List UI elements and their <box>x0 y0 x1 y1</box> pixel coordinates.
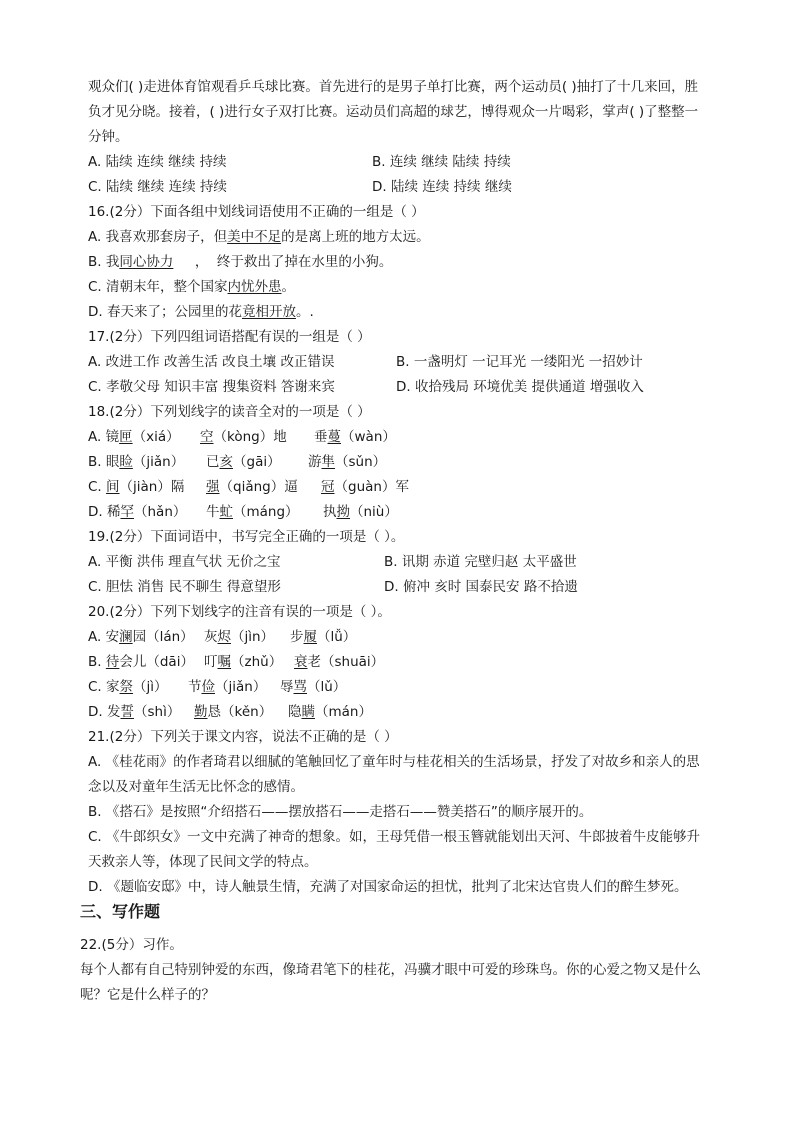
text: 步 <box>290 629 304 645</box>
pinyin-item <box>88 653 194 671</box>
q15-option-c[interactable]: C. 陆续 继续 连续 持续 <box>88 179 227 195</box>
q15-option-b[interactable]: B. 连续 继续 陆续 持续 <box>372 154 511 170</box>
pinyin: （guàn）军 <box>334 479 409 495</box>
underlined-char: 澜 <box>119 629 133 645</box>
pinyin-item <box>206 503 299 521</box>
pinyin: 恳（kěn） <box>207 704 273 720</box>
underlined-char: 冠 <box>321 479 335 495</box>
underlined-word: 内忧外患 <box>227 279 282 295</box>
pinyin: （xiá） <box>132 429 180 445</box>
pinyin: （lǔ） <box>307 679 347 695</box>
pinyin: （jiàn）隔 <box>119 479 185 495</box>
option-text: 。. <box>295 304 314 320</box>
underlined-char: 待 <box>105 654 120 670</box>
pinyin-item <box>88 478 184 496</box>
q22-title: 22.(5分）习作。 <box>80 937 183 953</box>
q19-title: 19.(2分）下面词语中，书写完全正确的一项是（ ）。 <box>88 529 405 545</box>
underlined-word: 同心协力 <box>119 254 174 270</box>
q19-option-d[interactable]: D. 俯冲 亥时 国泰民安 路不拾遗 <box>384 579 578 595</box>
pinyin: （qiǎng）逼 <box>219 479 298 495</box>
underlined-char: 俭 <box>201 679 215 695</box>
q15-option-a[interactable]: A. 陆续 连续 继续 持续 <box>88 154 227 170</box>
q15-stem-line-3: 分钟。 <box>88 129 129 145</box>
underlined-word: 竟相开放 <box>241 304 296 320</box>
text: 辱 <box>280 679 294 695</box>
underlined-char: 亥 <box>219 454 233 470</box>
q16-option-d[interactable] <box>88 303 314 321</box>
q21-option-c-line-2[interactable]: 天救亲人等，体现了民间文学的特点。 <box>88 854 318 870</box>
pinyin: （kòng）地 <box>213 429 287 445</box>
pinyin: （wàn） <box>341 429 396 445</box>
q15-option-d[interactable]: D. 陆续 连续 持续 继续 <box>372 179 512 195</box>
pinyin: （zhǔ） <box>231 654 283 670</box>
underlined-char: 嘱 <box>217 654 231 670</box>
q15-stem-line-2: 负才见分晓。接着，( )进行女子双打比赛。运动员们高超的球艺，博得观众一片喝彩，掌声( )了整整一 <box>88 104 699 120</box>
pinyin: （niù） <box>350 504 398 520</box>
underlined-char: 骂 <box>293 679 307 695</box>
q16-title: 16.(2分）下面各组中划线词语使用不正确的一组是（ ） <box>88 204 425 220</box>
text: 执 <box>323 504 337 520</box>
underlined-char: 祭 <box>119 679 134 695</box>
q21-title: 21.(2分）下列关于课文内容，说法不正确的是（ ） <box>88 729 398 745</box>
text: D. 稀 <box>88 504 121 520</box>
q19-option-c[interactable]: C. 胆怯 消售 民不聊生 得意望形 <box>88 579 281 595</box>
pinyin-item <box>321 478 409 496</box>
pinyin: （mán） <box>315 704 372 720</box>
pinyin-item <box>88 628 194 646</box>
underlined-char: 履 <box>303 629 317 645</box>
pinyin-item <box>88 453 184 471</box>
underlined-char: 拗 <box>336 504 350 520</box>
option-text: B. 我 <box>88 254 120 270</box>
q20-title: 20.(2分）下列下划线字的注音有误的一项是（ ）。 <box>88 604 391 620</box>
pinyin-item <box>323 503 398 521</box>
q16-option-a[interactable] <box>88 228 430 246</box>
text: D. 发 <box>88 704 121 720</box>
q21-option-b[interactable]: B. 《搭石》是按照“介绍搭石——摆放搭石——走搭石——赞美搭石”的顺序展开的。 <box>88 804 593 820</box>
pinyin-item <box>288 703 372 721</box>
q17-title: 17.(2分）下列四组词语搭配有误的一组是（ ） <box>88 329 371 345</box>
q22-body-line-1: 每个人都有自己特别钟爱的东西，像琦君笔下的桂花，冯骥才眼中可爱的珍珠鸟。你的心爱之物又是什么 <box>80 962 701 978</box>
underlined-char: 衰 <box>294 654 308 670</box>
pinyin-item <box>290 628 356 646</box>
option-text: 。 <box>281 279 296 295</box>
q21-option-a-line-1[interactable]: A. 《桂花雨》的作者琦君以细腻的笔触回忆了童年时与桂花相关的生活场景，抒发了对故乡和亲人的思 <box>88 754 700 770</box>
underlined-char: 誓 <box>120 704 134 720</box>
q16-option-b[interactable] <box>88 253 392 271</box>
option-text: ， 终于救出了掉在水里的小狗。 <box>173 254 393 270</box>
pinyin-item <box>308 453 386 471</box>
q22-body-line-2: 呢？它是什么样子的？ <box>80 987 215 1003</box>
option-text: 的是离上班的地方太远。 <box>281 229 430 245</box>
text: 垂 <box>314 429 328 445</box>
underlined-char: 间 <box>106 479 120 495</box>
underlined-char: 睑 <box>119 454 133 470</box>
text: C. <box>88 479 107 495</box>
q21-option-d[interactable]: D. 《题临安邸》中，诗人触景生情，充满了对国家命运的担忧，批判了北宋达官贵人们的醉生梦死。 <box>88 879 688 895</box>
pinyin-item <box>206 478 298 496</box>
q17-option-c[interactable]: C. 孝敬父母 知识丰富 搜集资料 答谢来宾 <box>88 379 335 395</box>
pinyin: （lǚ） <box>317 629 357 645</box>
underlined-char: 隼 <box>321 454 335 470</box>
pinyin-item <box>200 428 287 446</box>
option-text: D. 春天来了；公园里的花 <box>88 304 242 320</box>
pinyin: 园（lán） <box>132 629 194 645</box>
q17-option-d[interactable]: D. 收拾残局 环境优美 提供通道 增强收入 <box>396 379 644 395</box>
pinyin: （hǎn） <box>133 504 187 520</box>
text: C. 家 <box>88 679 120 695</box>
underlined-char: 虻 <box>219 504 233 520</box>
pinyin: （gāi） <box>233 454 281 470</box>
q17-option-b[interactable]: B. 一盏明灯 一记耳光 一缕阳光 一招妙计 <box>396 354 643 370</box>
option-text: A. 我喜欢那套房子，但 <box>88 229 228 245</box>
q21-option-a-line-2[interactable]: 念以及对童年生活无比怀念的感情。 <box>88 779 304 795</box>
pinyin-item <box>204 628 274 646</box>
pinyin-item <box>88 678 168 696</box>
option-text: C. 清朝末年，整个国家 <box>88 279 228 295</box>
underlined-char: 罕 <box>120 504 134 520</box>
pinyin: （jì） <box>133 679 168 695</box>
pinyin-item <box>188 678 266 696</box>
underlined-char: 空 <box>200 429 214 445</box>
underlined-char: 强 <box>206 479 220 495</box>
pinyin-item <box>204 653 282 671</box>
text: A. 镜 <box>88 429 120 445</box>
pinyin: （sǔn） <box>335 454 387 470</box>
pinyin-item <box>314 428 396 446</box>
pinyin-item <box>280 678 346 696</box>
underlined-char: 勤 <box>194 704 208 720</box>
pinyin: （jìn） <box>231 629 275 645</box>
pinyin-item <box>206 453 281 471</box>
pinyin: （jiǎn） <box>215 679 267 695</box>
text: 已 <box>206 454 220 470</box>
q15-stem-line-1: 观众们( )走进体育馆观看乒乓球比赛。首先进行的是男子单打比赛，两个运动员( )抽打了十几来回，胜 <box>88 79 699 95</box>
pinyin: （shì） <box>133 704 181 720</box>
text: B. 眼 <box>88 454 120 470</box>
text: 叮 <box>204 654 218 670</box>
underlined-word: 美中不足 <box>227 229 282 245</box>
q19-option-b[interactable]: B. 讯期 赤道 完壁归赵 太平盛世 <box>384 554 577 570</box>
text: A. 安 <box>88 629 120 645</box>
pinyin: （jiǎn） <box>132 454 185 470</box>
pinyin-item <box>88 428 180 446</box>
pinyin-item <box>294 653 384 671</box>
pinyin: （máng） <box>233 504 299 520</box>
text: B. <box>88 654 106 670</box>
q21-option-c-line-1[interactable]: C. 《牛郎织女》一文中充满了神奇的想象。如，王母凭借一根玉簪就能划出天河、牛郎披着牛皮能够升 <box>88 829 701 845</box>
underlined-char: 匣 <box>119 429 133 445</box>
text: 游 <box>308 454 322 470</box>
underlined-char: 瞒 <box>301 704 315 720</box>
text: 隐 <box>288 704 302 720</box>
pinyin: 老（shuāi） <box>307 654 385 670</box>
text: 灰 <box>204 629 218 645</box>
pinyin-item <box>88 703 180 721</box>
q16-option-c[interactable] <box>88 278 295 296</box>
pinyin: 会儿（dāi） <box>119 654 194 670</box>
pinyin-item <box>194 703 272 721</box>
q18-title: 18.(2分）下列划线字的读音全对的一项是（ ） <box>88 404 371 420</box>
pinyin-item <box>88 503 186 521</box>
text: 牛 <box>206 504 220 520</box>
underlined-char: 蔓 <box>327 429 341 445</box>
q17-option-a[interactable]: A. 改进工作 改善生活 改良土壤 改正错误 <box>88 354 335 370</box>
text: 节 <box>188 679 202 695</box>
q19-option-a[interactable]: A. 平衡 洪伟 理直气状 无价之宝 <box>88 554 281 570</box>
section-heading-writing: 三、写作题 <box>80 902 161 921</box>
underlined-char: 烬 <box>217 629 231 645</box>
